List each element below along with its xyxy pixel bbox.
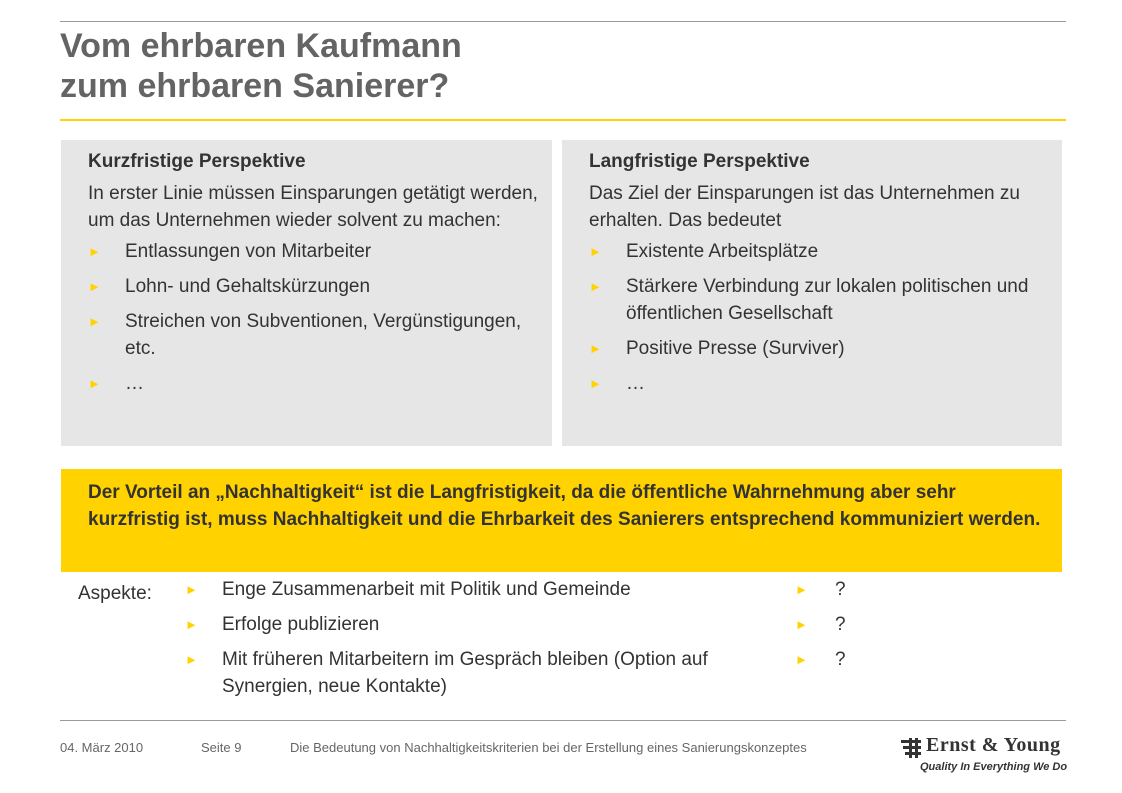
list-item: ► … xyxy=(589,370,1052,397)
list-item: ► Positive Presse (Surviver) xyxy=(589,335,1052,362)
bullet-arrow-icon: ► xyxy=(589,244,602,259)
footer-subject: Die Bedeutung von Nachhaltigkeitskriterien bei der Erstellung eines Sanierungskonzeptes xyxy=(290,740,807,755)
logo-wordmark: Ernst & Young xyxy=(926,734,1061,756)
title-line-1: Vom ehrbaren Kaufmann xyxy=(60,27,462,65)
list-item: ► ? xyxy=(795,646,895,673)
bullet-arrow-icon: ► xyxy=(88,376,101,391)
ey-mark-icon xyxy=(900,736,924,760)
bullet-arrow-icon: ► xyxy=(185,582,198,597)
short-term-panel xyxy=(61,140,552,446)
aspects-label: Aspekte: xyxy=(78,583,152,604)
list-item: ► Mit früheren Mitarbeitern im Gespräch bleiben (Option auf Synergien, neue Kontakte) xyxy=(185,646,775,700)
callout-text: Der Vorteil an „Nachhaltigkeit“ ist die Langfristigkeit, da die öffentliche Wahrnehmung aber sehr kurzfristig ist, muss Nachhaltigkeit und die Ehrbarkeit des Sanierers entsprechend kommuniziert werden. xyxy=(88,482,1041,530)
bullet-arrow-icon: ► xyxy=(795,617,808,632)
list-item: ► Enge Zusammenarbeit mit Politik und Gemeinde xyxy=(185,576,775,603)
list-item: ► ? xyxy=(795,576,895,603)
title-underline xyxy=(60,119,1066,121)
footer-page-number: Seite 9 xyxy=(201,740,242,755)
footer-divider xyxy=(60,720,1066,721)
bullet-arrow-icon: ► xyxy=(88,279,101,294)
bullet-arrow-icon: ► xyxy=(185,652,198,667)
bullet-arrow-icon: ► xyxy=(589,376,602,391)
title-line-2: zum ehrbaren Sanierer? xyxy=(60,67,450,105)
list-item: ► Entlassungen von Mitarbeiter xyxy=(88,238,542,265)
bullet-arrow-icon: ► xyxy=(185,617,198,632)
short-term-heading: Kurzfristige Perspektive xyxy=(88,151,306,172)
page-title xyxy=(60,26,1060,106)
list-item: ► Streichen von Subventionen, Vergünstigungen, etc. xyxy=(88,308,542,362)
bullet-arrow-icon: ► xyxy=(795,652,808,667)
callout-box xyxy=(61,469,1062,572)
list-item: ► Lohn- und Gehaltskürzungen xyxy=(88,273,542,300)
ernst-young-logo xyxy=(900,734,1070,782)
open-questions-list xyxy=(795,576,895,681)
bullet-arrow-icon: ► xyxy=(589,279,602,294)
long-term-list xyxy=(589,238,1052,397)
list-item: ► … xyxy=(88,370,542,397)
list-item: ► Erfolge publizieren xyxy=(185,611,775,638)
long-term-panel xyxy=(562,140,1062,446)
top-divider xyxy=(60,21,1066,22)
bullet-arrow-icon: ► xyxy=(589,341,602,356)
short-term-intro: In erster Linie müssen Einsparungen getätigt werden, um das Unternehmen wieder solvent zu machen: xyxy=(88,183,538,231)
bullet-arrow-icon: ► xyxy=(88,244,101,259)
aspects-list xyxy=(185,576,775,708)
list-item: ► ? xyxy=(795,611,895,638)
short-term-list xyxy=(88,238,542,397)
list-item: ► Existente Arbeitsplätze xyxy=(589,238,1052,265)
logo-tagline: Quality In Everything We Do xyxy=(920,761,1068,773)
footer-date: 04. März 2010 xyxy=(60,740,144,755)
long-term-heading: Langfristige Perspektive xyxy=(589,151,810,172)
long-term-intro: Das Ziel der Einsparungen ist das Unternehmen zu erhalten. Das bedeutet xyxy=(589,183,1020,231)
bullet-arrow-icon: ► xyxy=(88,314,101,329)
bullet-arrow-icon: ► xyxy=(795,582,808,597)
list-item: ► Stärkere Verbindung zur lokalen politischen und öffentlichen Gesellschaft xyxy=(589,273,1052,327)
